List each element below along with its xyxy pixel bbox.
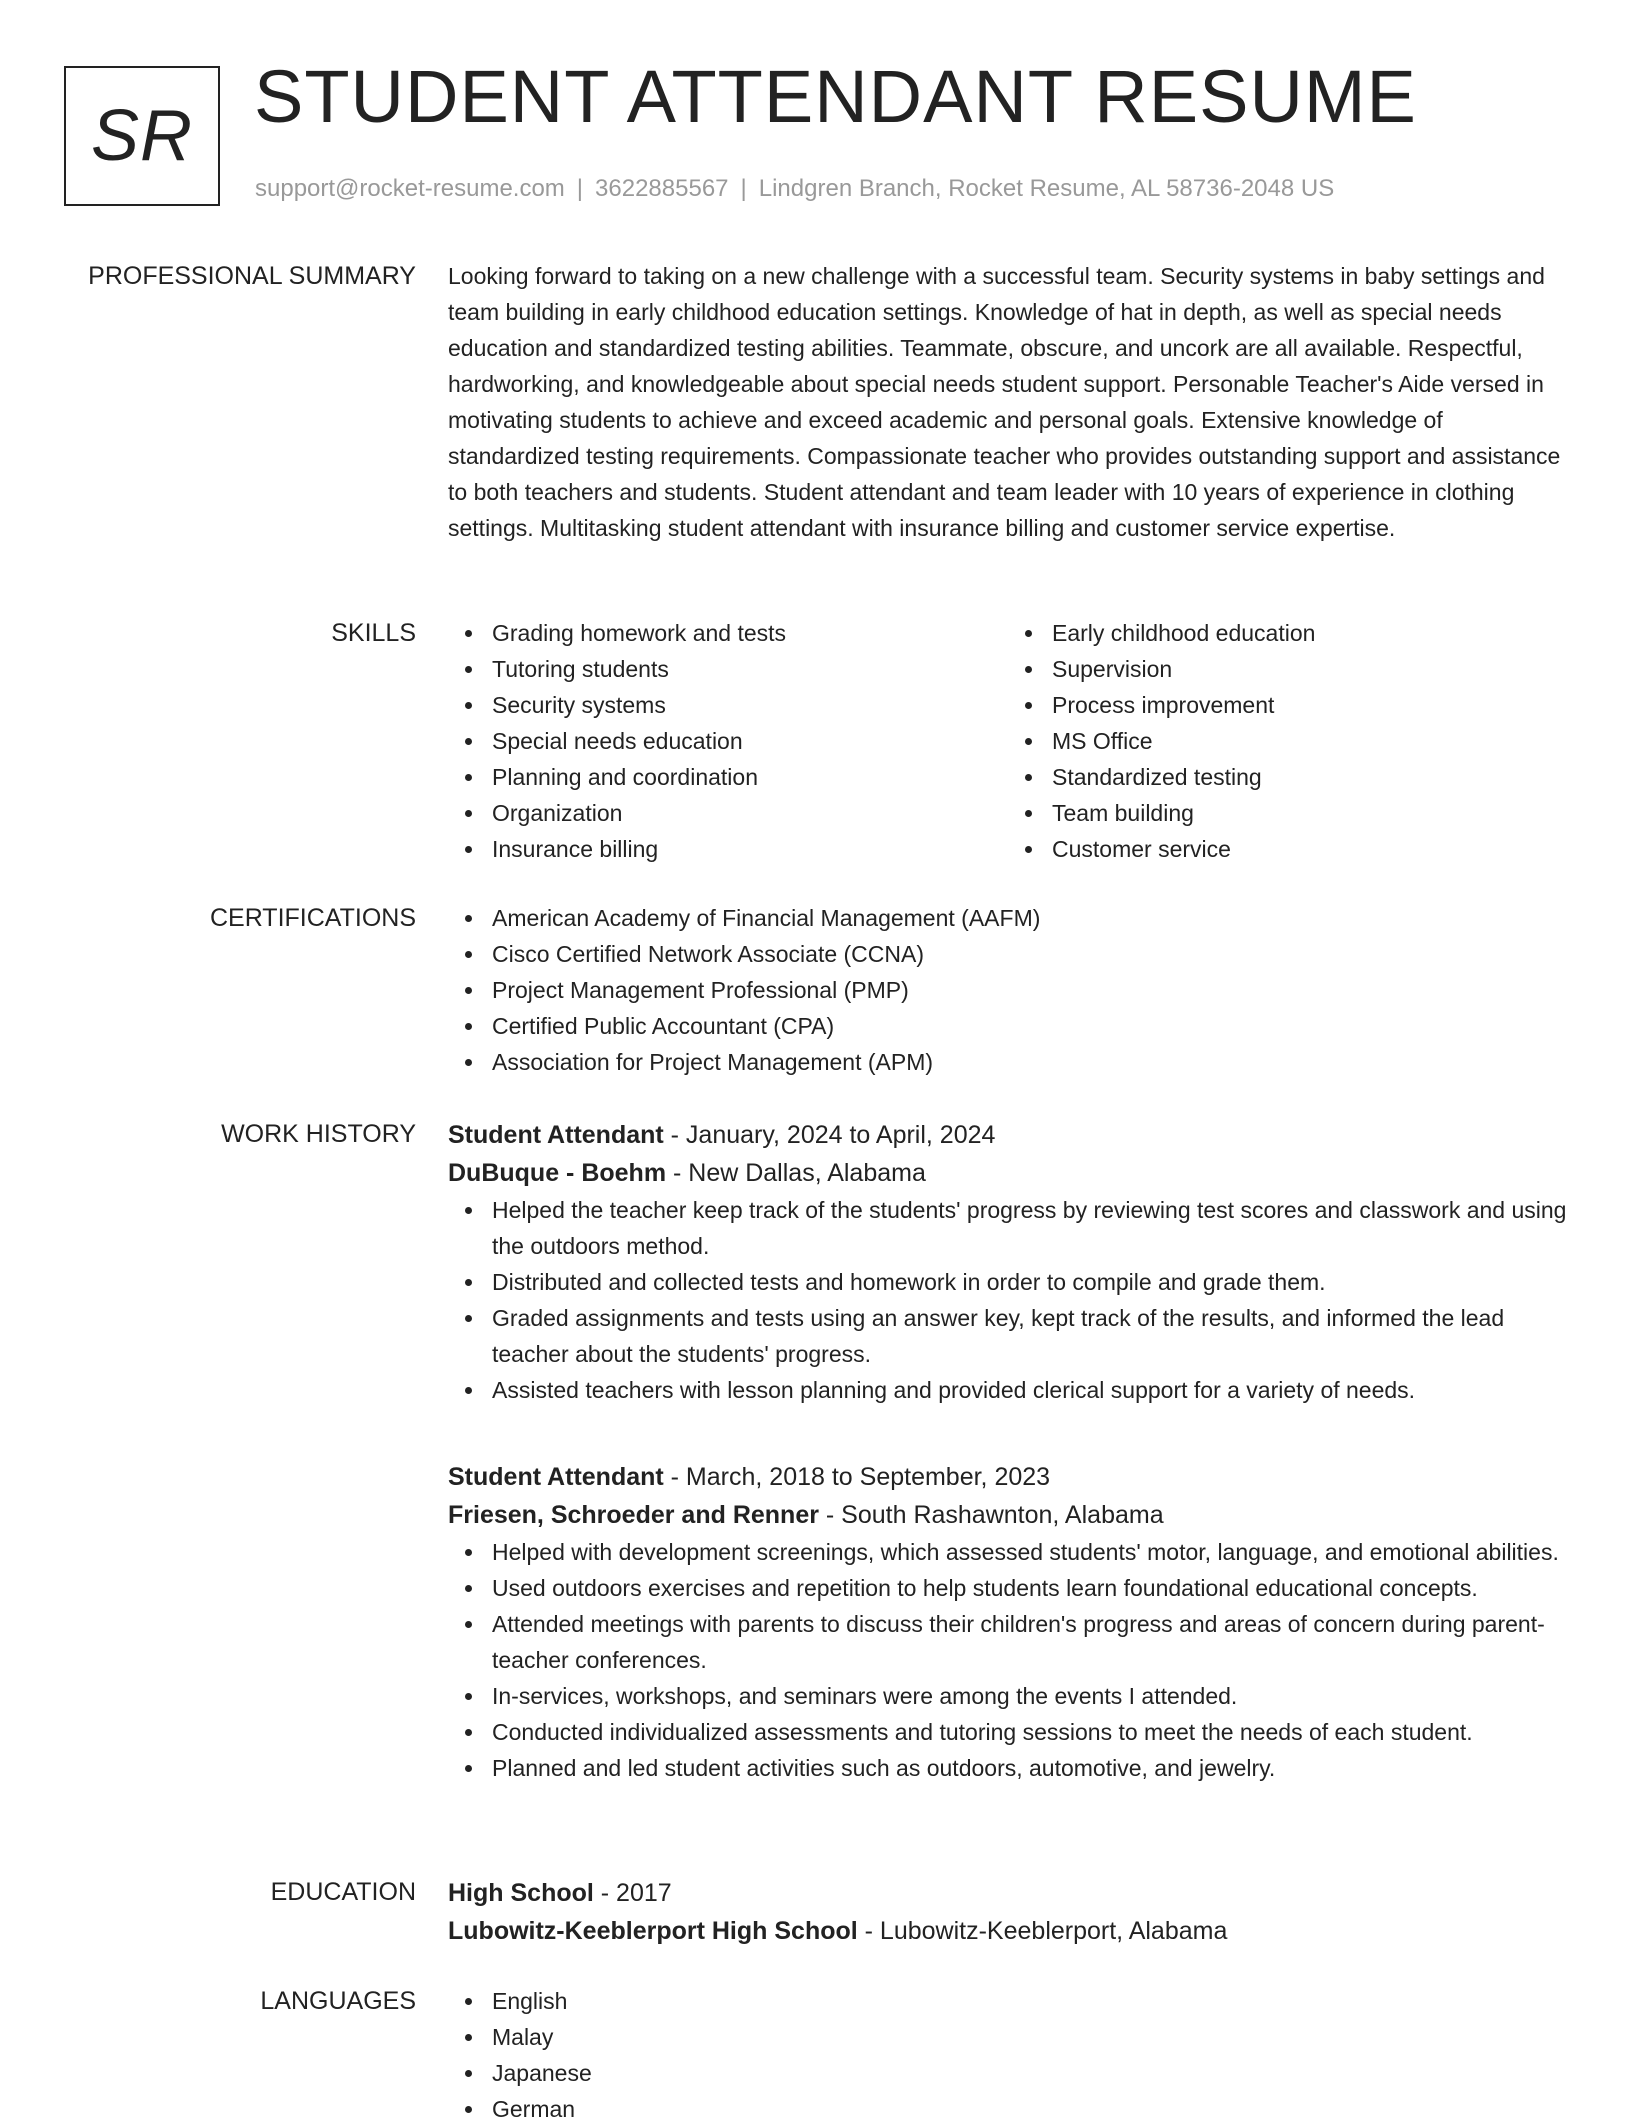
skill-item: Team building [1052, 795, 1568, 831]
job-location: - South Rashawnton, Alabama [818, 1501, 1164, 1529]
skill-item: Planning and coordination [492, 759, 1008, 795]
contact-address: Lindgren Branch, Rocket Resume, AL 58736-2048 US [758, 175, 1335, 202]
section-heading: PROFESSIONAL SUMMARY [88, 262, 416, 290]
skill-item: Supervision [1052, 651, 1568, 687]
duty-item: Used outdoors exercises and repetition to help students learn foundational educational concepts. [492, 1570, 1568, 1606]
certification-item: Cisco Certified Network Associate (CCNA) [492, 936, 1568, 972]
duty-item: Distributed and collected tests and homework in order to compile and grade them. [492, 1264, 1568, 1300]
job-company: DuBuque - Boehm [448, 1159, 667, 1187]
resume-title: STUDENT ATTENDANT RESUME [254, 55, 1417, 138]
job-dates: - March, 2018 to September, 2023 [663, 1463, 1051, 1491]
duty-item: Attended meetings with parents to discuss their children's progress and areas of concern during parent-teacher conferences. [492, 1606, 1568, 1678]
skill-item: Process improvement [1052, 687, 1568, 723]
skill-item: Security systems [492, 687, 1008, 723]
job-title-line [448, 1116, 1568, 1154]
language-item: German [492, 2091, 1568, 2127]
contact-phone[interactable]: 3622885567 [595, 175, 729, 202]
certification-item: Project Management Professional (PMP) [492, 972, 1568, 1008]
skill-item: Special needs education [492, 723, 1008, 759]
education-degree: High School [448, 1879, 594, 1907]
education-degree-line [448, 1874, 1568, 1912]
section-heading: EDUCATION [270, 1878, 416, 1906]
education-school: Lubowitz-Keeblerport High School [448, 1917, 858, 1945]
skills-body [448, 615, 1568, 867]
skill-item: MS Office [1052, 723, 1568, 759]
duty-item: Graded assignments and tests using an answer key, kept track of the results, and informed the lead teacher about the students' progress. [492, 1300, 1568, 1372]
contact-line [255, 175, 1334, 203]
education-location: - Lubowitz-Keeblerport, Alabama [857, 1917, 1228, 1945]
skill-item: Standardized testing [1052, 759, 1568, 795]
duty-item: Planned and led student activities such as outdoors, automotive, and jewelry. [492, 1750, 1568, 1786]
certification-item: American Academy of Financial Management (AAFM) [492, 900, 1568, 936]
section-heading: WORK HISTORY [221, 1120, 416, 1148]
section-heading: SKILLS [331, 619, 416, 647]
summary-body [448, 258, 1568, 546]
education-school-line [448, 1912, 1568, 1950]
monogram-initials: SR [90, 96, 194, 176]
skills-list-left [448, 615, 1008, 867]
skill-item: Customer service [1052, 831, 1568, 867]
skill-item: Organization [492, 795, 1008, 831]
contact-email[interactable]: support@rocket-resume.com [255, 175, 565, 202]
job-duties [448, 1534, 1568, 1786]
job-title: Student Attendant [448, 1121, 664, 1149]
duty-item: In-services, workshops, and seminars were among the events I attended. [492, 1678, 1568, 1714]
language-item: Malay [492, 2019, 1568, 2055]
job-dates: - January, 2024 to April, 2024 [663, 1121, 996, 1149]
job-entry [448, 1116, 1568, 1408]
job-company-line [448, 1496, 1568, 1534]
duty-item: Conducted individualized assessments and tutoring sessions to meet the needs of each student. [492, 1714, 1568, 1750]
duty-item: Assisted teachers with lesson planning and provided clerical support for a variety of needs. [492, 1372, 1568, 1408]
job-title: Student Attendant [448, 1463, 664, 1491]
contact-separator: | [740, 175, 747, 202]
monogram-logo [64, 66, 220, 206]
job-company: Friesen, Schroeder and Renner [448, 1501, 819, 1529]
certification-item: Association for Project Management (APM) [492, 1044, 1568, 1080]
education-body [448, 1874, 1568, 1950]
certifications-list [448, 900, 1568, 1080]
duty-item: Helped the teacher keep track of the students' progress by reviewing test scores and classwork and using the outdoors method. [492, 1192, 1568, 1264]
job-duties [448, 1192, 1568, 1408]
duty-item: Helped with development screenings, which assessed students' motor, language, and emotional abilities. [492, 1534, 1568, 1570]
job-title-line [448, 1458, 1568, 1496]
skills-list-right [1008, 615, 1568, 867]
language-item: English [492, 1983, 1568, 2019]
skill-item: Tutoring students [492, 651, 1008, 687]
summary-text: Looking forward to taking on a new challenge with a successful team. Security systems in baby settings and team building in early childhood education settings. Knowledge of hat in depth, as well as special needs education and standardized testing abilities. Teammate, obscure, and uncork are all available. Respectful, hardworking, and knowledgeable about special needs student support. Personable Teacher's Aide versed in motivating students to achieve and exceed academic and personal goals. Extensive knowledge of standardized testing requirements. Compassionate teacher who provides outstanding support and assistance to both teachers and students. Student attendant and team leader with 10 years of experience in clothing settings. Multitasking student attendant with insurance billing and customer service expertise. [448, 263, 1561, 541]
contact-separator: | [576, 175, 584, 202]
certifications-body [448, 900, 1568, 1080]
work-history-body [448, 1458, 1568, 1786]
job-entry [448, 1458, 1568, 1786]
skill-item: Early childhood education [1052, 615, 1568, 651]
work-history-body [448, 1116, 1568, 1408]
languages-body [448, 1983, 1568, 2127]
language-item: Japanese [492, 2055, 1568, 2091]
section-heading: LANGUAGES [260, 1987, 416, 2015]
languages-list [448, 1983, 1568, 2127]
skill-item: Grading homework and tests [492, 615, 1008, 651]
job-location: - New Dallas, Alabama [666, 1159, 926, 1187]
education-year: - 2017 [593, 1879, 672, 1907]
section-heading: CERTIFICATIONS [209, 904, 416, 932]
skill-item: Insurance billing [492, 831, 1008, 867]
job-company-line [448, 1154, 1568, 1192]
certification-item: Certified Public Accountant (CPA) [492, 1008, 1568, 1044]
